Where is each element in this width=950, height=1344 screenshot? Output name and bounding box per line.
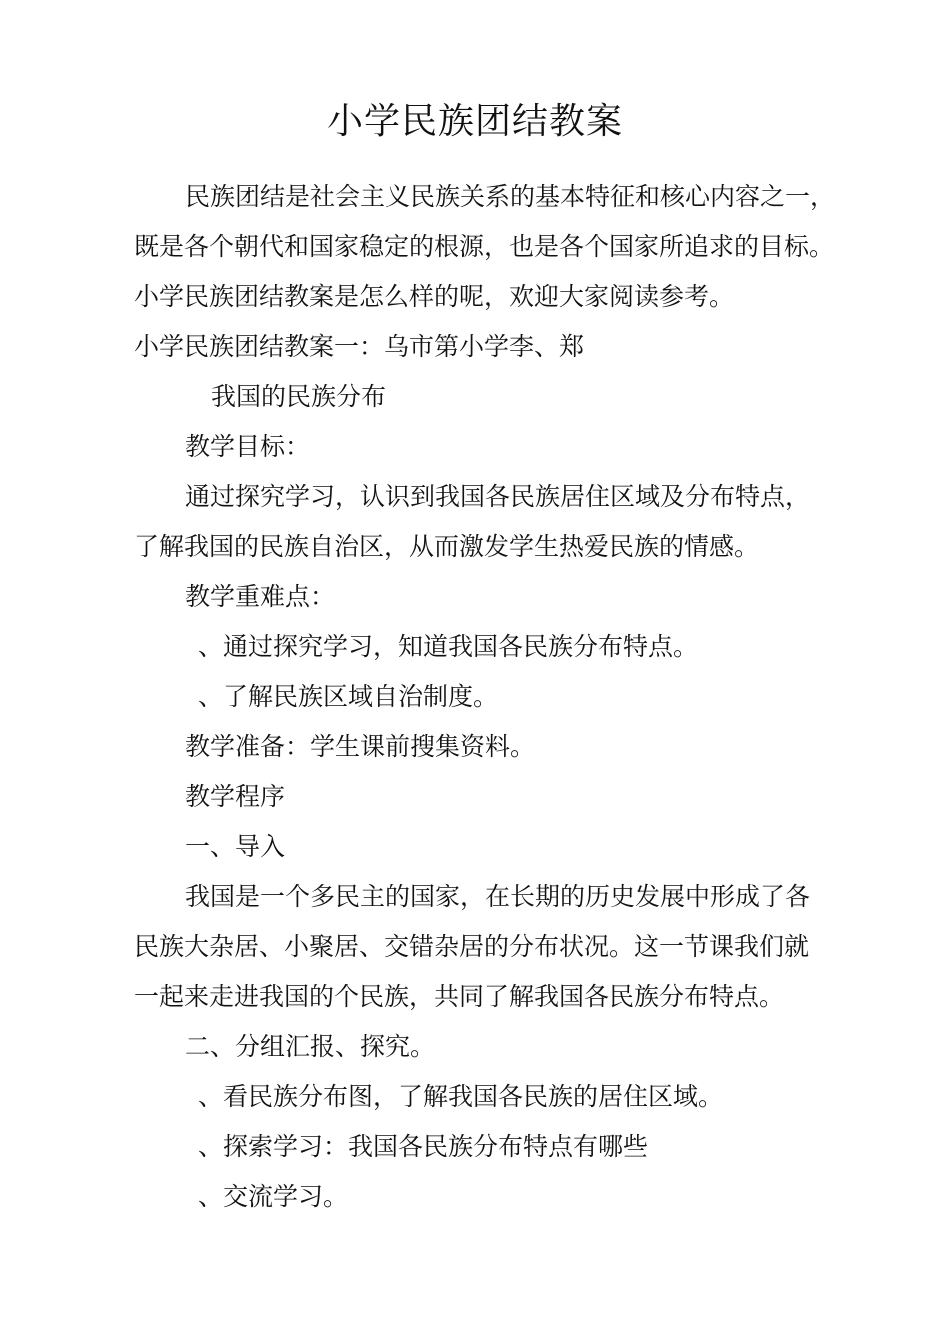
section-heading: 小学民族团结教案一：乌市第小学李、郑 (134, 332, 585, 361)
paragraph-line: 既是各个朝代和国家稳定的根源，也是各个国家所追求的目标。 (134, 232, 835, 261)
list-item: 、探索学习：我国各民族分布特点有哪些 (198, 1132, 649, 1161)
paragraph-line: 了解我国的民族自治区，从而激发学生热爱民族的情感。 (134, 532, 760, 561)
paragraph-line: 民族团结是社会主义民族关系的基本特征和核心内容之一， (185, 182, 836, 211)
list-item: 、通过探究学习，知道我国各民族分布特点。 (198, 632, 699, 661)
paragraph-line: 民族大杂居、小聚居、交错杂居的分布状况。这一节课我们就 (134, 932, 810, 961)
list-item: 、交流学习。 (198, 1182, 349, 1211)
list-item: 、了解民族区域自治制度。 (198, 682, 499, 711)
subheading: 教学目标： (185, 432, 311, 461)
list-item: 、看民族分布图，了解我国各民族的居住区域。 (198, 1082, 724, 1111)
subheading: 教学重难点： (185, 582, 336, 611)
subheading: 一、导入 (185, 832, 286, 861)
paragraph-line: 小学民族团结教案是怎么样的呢，欢迎大家阅读参考。 (134, 282, 735, 311)
lesson-topic: 我国的民族分布 (211, 382, 387, 411)
subheading: 教学程序 (185, 782, 286, 811)
subheading: 二、分组汇报、探究。 (185, 1032, 436, 1061)
paragraph-line: 通过探究学习，认识到我国各民族居住区域及分布特点， (185, 482, 811, 511)
paragraph-line: 一起来走进我国的个民族，共同了解我国各民族分布特点。 (134, 982, 785, 1011)
paragraph-line: 教学准备：学生课前搜集资料。 (185, 732, 536, 761)
document-body (134, 172, 844, 1222)
paragraph-line: 我国是一个多民主的国家，在长期的历史发展中形成了各 (185, 882, 811, 911)
document-title: 小学民族团结教案 (326, 101, 623, 142)
